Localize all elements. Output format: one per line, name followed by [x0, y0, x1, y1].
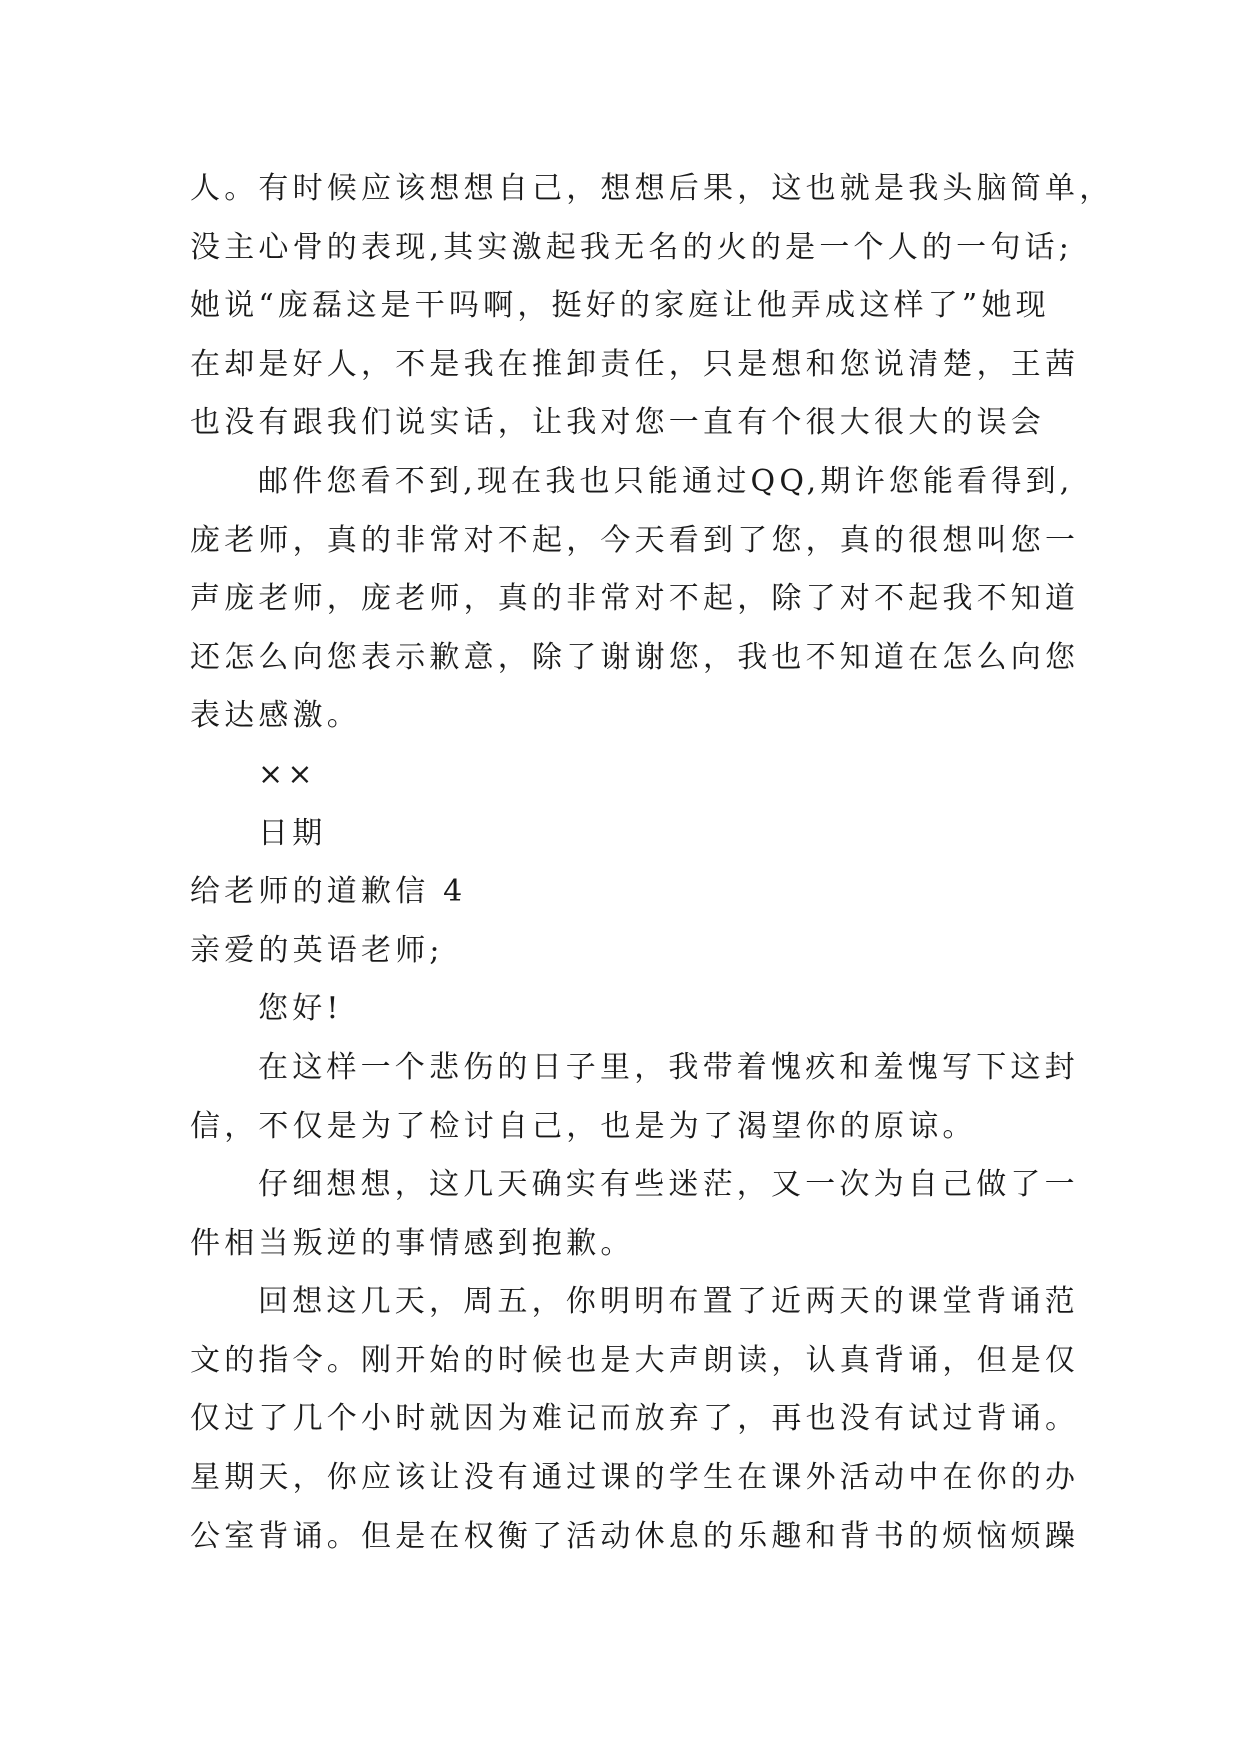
text-line: 信，不仅是为了检讨自己，也是为了渴望你的原谅。: [190, 1108, 977, 1144]
text-line: 邮件您看不到,现在我也只能通过QQ,期许您能看得到,: [258, 463, 1074, 499]
text-line: 回想这几天，周五，你明明布置了近两天的课堂背诵范: [258, 1284, 1079, 1320]
text-line: 您好!: [258, 991, 343, 1027]
text-line: 没主心骨的表现,其实激起我无名的火的是一个人的一句话;: [190, 229, 1074, 265]
text-line: 也没有跟我们说实话，让我对您一直有个很大很大的误会: [190, 405, 1045, 441]
text-line: 日期: [258, 815, 327, 851]
text-line: 给老师的道歉信 4: [190, 874, 467, 910]
text-line: ××: [258, 756, 317, 792]
text-line: 仔细想想，这几天确实有些迷茫，又一次为自己做了一: [258, 1167, 1079, 1203]
text-line: 人。有时候应该想想自己，想想后果，这也就是我头脑简单，: [190, 171, 1114, 206]
text-line: 在这样一个悲伤的日子里，我带着愧疚和羞愧写下这封: [258, 1049, 1079, 1085]
text-line: 她说“庞磊这是干吗啊，挺好的家庭让他弄成这样了”她现: [190, 288, 1050, 324]
text-line: 件相当叛逆的事情感到抱歉。: [190, 1225, 635, 1261]
text-line: 在却是好人，不是我在推卸责任，只是想和您说清楚，王茜: [190, 346, 1080, 382]
text-line: 表达感激。: [190, 698, 361, 734]
text-line: 星期天，你应该让没有通过课的学生在课外活动中在你的办: [190, 1460, 1080, 1496]
text-line: 还怎么向您表示歉意，除了谢谢您，我也不知道在怎么向您: [190, 639, 1080, 675]
text-line: 声庞老师，庞老师，真的非常对不起，除了对不起我不知道: [190, 581, 1080, 617]
text-line: 庞老师，真的非常对不起，今天看到了您，真的很想叫您一: [190, 522, 1080, 558]
text-line: 亲爱的英语老师;: [190, 932, 444, 968]
text-line: 仅过了几个小时就因为难记而放弃了，再也没有试过背诵。: [190, 1401, 1080, 1437]
text-line: 文的指令。刚开始的时候也是大声朗读，认真背诵，但是仅: [190, 1342, 1080, 1378]
letter-body: [190, 160, 1114, 1566]
text-line: 公室背诵。但是在权衡了活动休息的乐趣和背书的烦恼烦躁: [190, 1518, 1080, 1554]
